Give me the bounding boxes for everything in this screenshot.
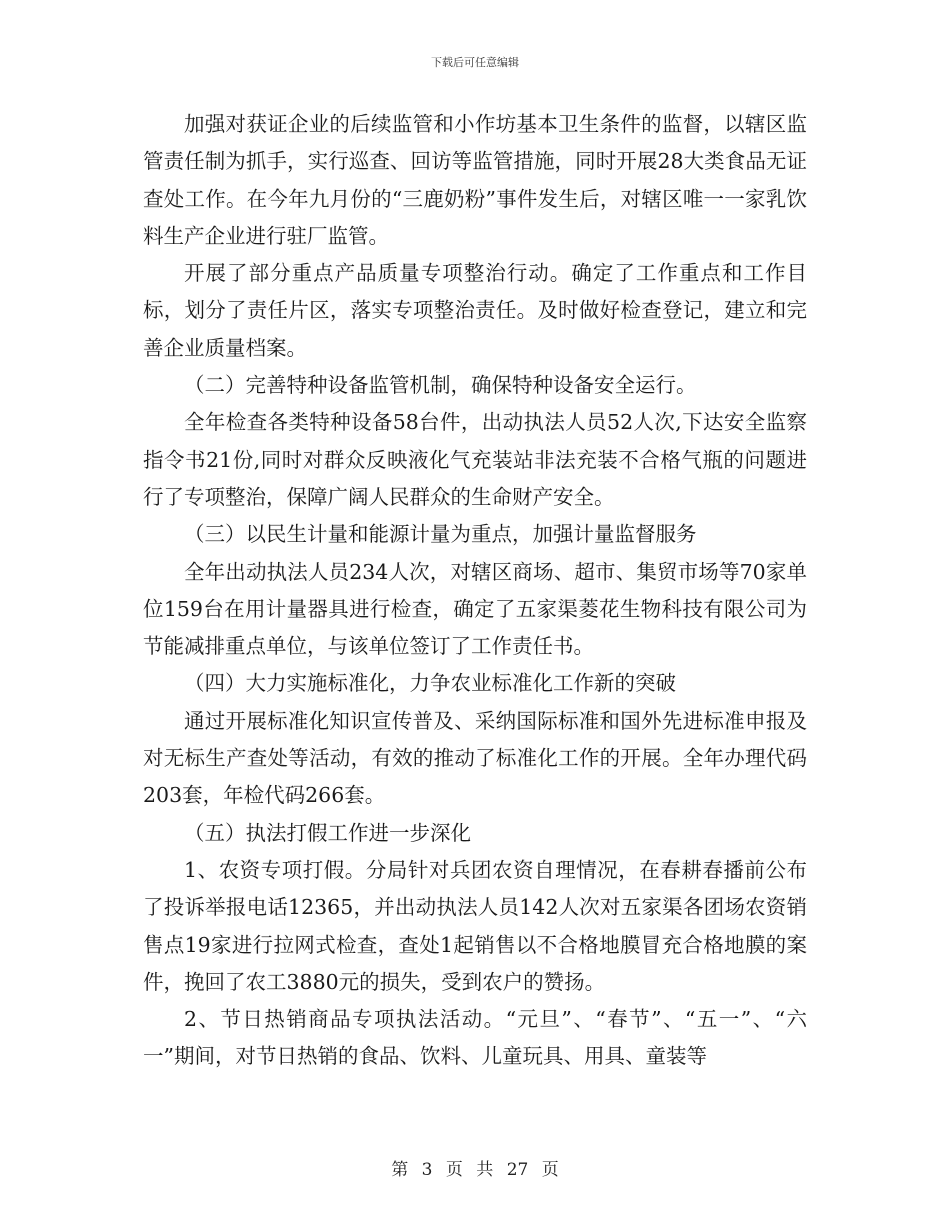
- paragraph: 2、节日热销商品专项执法活动。“元旦”、“春节”、“五一”、“六一”期间，对节日热销的食品、饮料、儿童玩具、用具、童装等: [143, 1007, 807, 1069]
- section-heading: （四）大力实施标准化，力争农业标准化工作新的突破: [184, 671, 676, 696]
- paragraph: 全年出动执法人员234人次，对辖区商场、超市、集贸市场等70家单位159台在用计量器具进行检查，确定了五家渠菱花生物科技有限公司为节能减排重点单位，与该单位签订了工作责任书。: [143, 559, 807, 659]
- paragraph: 1、农资专项打假。分局针对兵团农资自理情况，在春耕春播前公布了投诉举报电话12365，并出动执法人员142人次对五家渠各团场农资销售点19家进行拉网式检查，查处1起销售以不合格地膜冒充合格地膜的案件，挽回了农工3880元的损失，受到农户的赞扬。: [143, 857, 807, 994]
- section-heading: （二）完善特种设备监管机制，确保特种设备安全运行。: [184, 373, 697, 398]
- paragraph: 通过开展标准化知识宣传普及、采纳国际标准和国外先进标准申报及对无标生产查处等活动，有效的推动了标准化工作的开展。全年办理代码203套，年检代码266套。: [143, 708, 807, 808]
- page-header: 下载后可任意编辑: [431, 56, 519, 69]
- document-body: [143, 106, 807, 1076]
- section-heading: （三）以民生计量和能源计量为重点，加强计量监督服务: [184, 522, 697, 547]
- paragraph: 开展了部分重点产品质量专项整治行动。确定了工作重点和工作目标，划分了责任片区，落实专项整治责任。及时做好检查登记，建立和完善企业质量档案。: [143, 261, 807, 360]
- paragraph: 加强对获证企业的后续监管和小作坊基本卫生条件的监督，以辖区监管责任制为抓手，实行巡查、回访等监管措施，同时开展28大类食品无证查处工作。在今年九月份的“三鹿奶粉”事件发生后，对辖区唯一一家乳饮料生产企业进行驻厂监管。: [143, 112, 807, 248]
- page-footer: 第 3 页 共 27 页: [391, 1160, 559, 1180]
- section-heading: （五）执法打假工作进一步深化: [184, 820, 471, 845]
- paragraph: 全年检查各类特种设备58台件，出动执法人员52人次,下达安全监察指令书21份,同时对群众反映液化气充装站非法充装不合格气瓶的问题进行了专项整治，保障广阔人民群众的生命财产安全。: [143, 410, 807, 509]
